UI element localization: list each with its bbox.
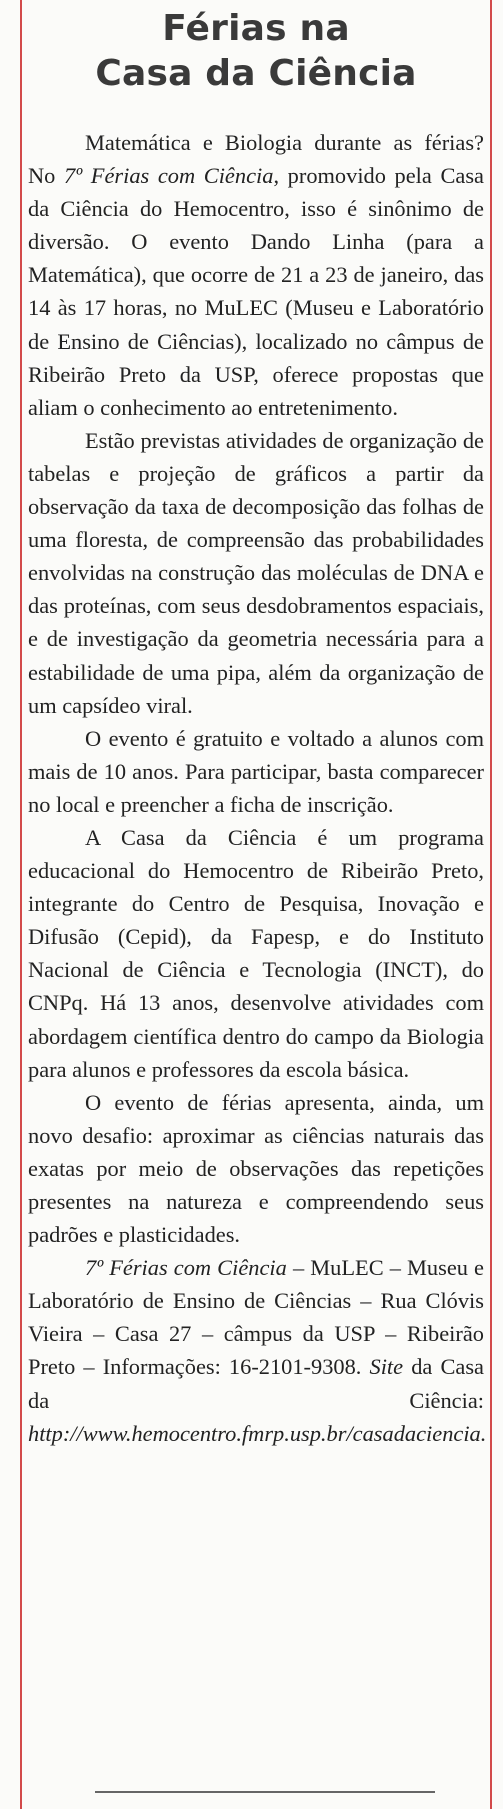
paragraph-4: A Casa da Ciência é um programa educacional do Hemocentro de Ribeirão Preto, integrante do Centro de Pesquisa, Inovação e Difusão (Cepid), da Fapesp, e do Instituto Nacional de Ciência e Tecnologia (INCT), do CNPq. Há 13 anos, desenvolve atividades com abordagem científica dentro do campo da Biologia para alunos e professores da escola básica.	[28, 824, 484, 1082]
article-title	[28, 6, 484, 96]
left-margin-rule	[20, 0, 22, 1809]
paragraph-1	[28, 126, 484, 424]
site-prefix: da Casa da Ciência:	[28, 1354, 484, 1413]
event-info	[28, 1251, 487, 1450]
bottom-rule	[95, 1791, 435, 1793]
title-line-2: Casa da Ciência	[95, 53, 417, 94]
paragraph-2: Estão previstas atividades de organização de tabelas e projeção de gráficos a partir da observação da taxa de decomposição das folhas de uma floresta, de compreensão das probabilidades envolvidas na construção das moléculas de DNA e das proteínas, com seus desdobramentos espaciais, e de investigação da geometria necessária para a estabilidade de uma pipa, além da organização de um capsídeo viral.	[28, 427, 484, 718]
site-url: http://www.hemocentro.fmrp.usp.br/casadaciencia.	[28, 1420, 487, 1446]
paragraph-1-start: Matemática e Biologia durante as férias? No	[28, 130, 484, 189]
event-name-italic: 7º Férias com Ciência	[64, 163, 274, 189]
title-line-1: Férias na	[162, 8, 350, 49]
article	[28, 6, 487, 1450]
paragraph-1-rest: , promovido pela Casa da Ciência do Hemocentro, isso é sinônimo de diversão. O evento Dando Linha (para a Matemática), que ocorre de 21 a 23 de janeiro, das 14 às 17 horas, no MuLEC (Museu e Laboratório de Ensino de Ciências), localizado no câmpus de Ribeirão Preto da USP, oferece propostas que aliam o conhecimento ao entretenimento.	[28, 163, 484, 420]
event-info-name: 7º Férias com Ciência	[85, 1255, 287, 1281]
right-margin-rule	[490, 0, 492, 1809]
site-label: Site	[369, 1354, 404, 1380]
article-body	[28, 126, 487, 1450]
event-info-details: – MuLEC – Museu e Laboratório de Ensino de Ciências – Rua Clóvis Vieira – Casa 27 – câmpus da USP – Ribeirão Preto – Informações: 16-2101-9308.	[28, 1255, 484, 1380]
paragraph-3: O evento é gratuito e voltado a alunos com mais de 10 anos. Para participar, basta comparecer no local e preencher a ficha de inscrição.	[28, 725, 484, 817]
paragraph-5: O evento de férias apresenta, ainda, um novo desafio: aproximar as ciências naturais das exatas por meio de observações das repetições presentes na natureza e compreendendo seus padrões e plasticidades.	[28, 1089, 484, 1248]
